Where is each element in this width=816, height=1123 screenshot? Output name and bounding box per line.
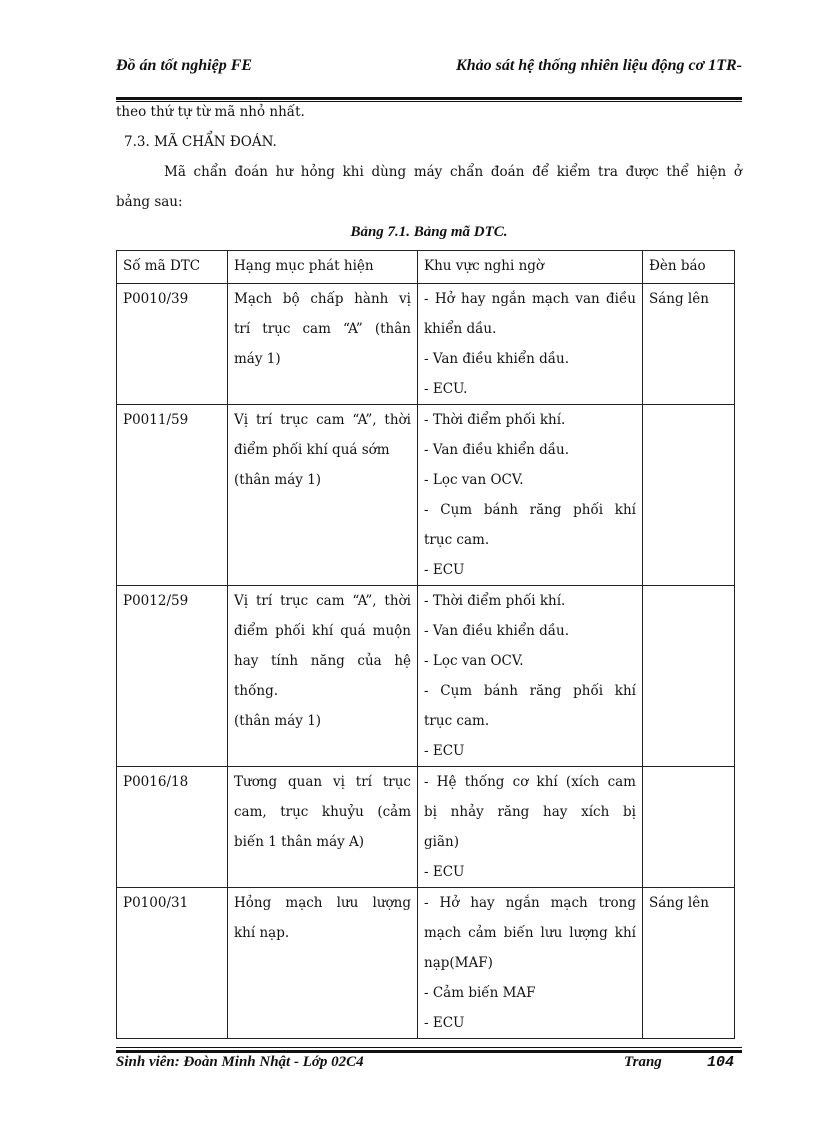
section-heading: 7.3. MÃ CHẨN ĐOÁN.: [124, 134, 277, 150]
cell-dtc-code: P0016/18: [117, 767, 228, 888]
cell-line: (thân máy 1): [234, 713, 322, 729]
cell-dtc-code: P0010/39: [117, 284, 228, 405]
table-body: [117, 284, 735, 1039]
cell-line: - Thời điểm phối khí.: [424, 412, 566, 428]
dtc-table: [116, 250, 735, 1039]
footer-page-number: 104: [706, 1054, 734, 1071]
cell-line: mạch cảm biến lưu lượng khí: [424, 925, 636, 941]
cell-line: thống.: [234, 683, 279, 699]
cell-line: - ECU.: [424, 381, 468, 397]
cell-warning-lamp: Sáng lên: [643, 888, 735, 1039]
cell-line: biến 1 thân máy A): [234, 834, 365, 850]
cell-suspect-area: [418, 586, 643, 767]
page-header: [116, 56, 742, 96]
cell-line: - Hở hay ngắn mạch van điều: [424, 291, 636, 307]
header-item: Hạng mục phát hiện: [228, 251, 418, 284]
table-row: [117, 888, 735, 1039]
cell-line: - Thời điểm phối khí.: [424, 593, 566, 609]
cell-suspect-area: [418, 405, 643, 586]
table-caption: Bảng 7.1. Bảng mã DTC.: [350, 224, 508, 240]
cell-line: khiển dầu.: [424, 321, 497, 337]
cell-line: - Van điều khiển dầu.: [424, 351, 570, 367]
cell-suspect-area: [418, 888, 643, 1039]
cell-dtc-code: P0012/59: [117, 586, 228, 767]
header-lamp: Đèn báo: [643, 251, 735, 284]
page-footer: [116, 1054, 742, 1076]
cell-warning-lamp: Sáng lên: [643, 284, 735, 405]
header-right-title: Khảo sát hệ thống nhiên liệu động cơ 1TR-: [456, 57, 742, 74]
cell-line: hay tính năng của hệ: [234, 653, 411, 669]
table-header-row: [117, 251, 735, 284]
cell-line: cam, trục khuỷu (cảm: [234, 804, 411, 820]
cell-line: điểm phối khí quá muộn: [234, 623, 411, 639]
cell-line: Hỏng mạch lưu lượng: [234, 895, 411, 911]
cell-line: - Lọc van OCV.: [424, 472, 524, 488]
cell-line: - Cụm bánh răng phối khí: [424, 502, 636, 518]
cell-line: - Cảm biến MAF: [424, 985, 536, 1001]
cell-line: trí trục cam “A” (thân: [234, 321, 411, 337]
cell-line: - ECU: [424, 1015, 465, 1031]
cell-line: - Hở hay ngắn mạch trong: [424, 895, 636, 911]
table-row: [117, 284, 735, 405]
cell-line: điểm phối khí quá sớm: [234, 442, 390, 458]
cell-dtc-code: P0011/59: [117, 405, 228, 586]
footer-student: Sinh viên: Đoàn Minh Nhật - Lớp 02C4: [116, 1054, 364, 1070]
footer-divider: [116, 1050, 742, 1053]
cell-line: - Van điều khiển dầu.: [424, 623, 570, 639]
cell-dtc-code: P0100/31: [117, 888, 228, 1039]
cell-line: Vị trí trục cam “A”, thời: [234, 593, 411, 609]
cell-warning-lamp: [643, 405, 735, 586]
table-row: [117, 767, 735, 888]
cell-line: - ECU: [424, 562, 465, 578]
header-code: Số mã DTC: [117, 251, 228, 284]
cell-warning-lamp: [643, 767, 735, 888]
cell-detection-item: [228, 888, 418, 1039]
paragraph-line-1: Mã chẩn đoán hư hỏng khi dùng máy chẩn đoán để kiểm tra được thể hiện ở: [164, 164, 742, 180]
cell-line: Tương quan vị trí trục: [234, 774, 411, 790]
cell-line: - Cụm bánh răng phối khí: [424, 683, 636, 699]
cell-detection-item: [228, 586, 418, 767]
header-left-title: Đồ án tốt nghiệp FE: [116, 57, 253, 74]
cell-line: nạp(MAF): [424, 955, 493, 971]
cell-line: - ECU: [424, 743, 465, 759]
cell-line: Vị trí trục cam “A”, thời: [234, 412, 411, 428]
cell-detection-item: [228, 767, 418, 888]
cell-warning-lamp: [643, 586, 735, 767]
cell-line: - ECU: [424, 864, 465, 880]
cell-line: - Van điều khiển dầu.: [424, 442, 570, 458]
table-row: [117, 586, 735, 767]
cell-suspect-area: [418, 284, 643, 405]
cell-suspect-area: [418, 767, 643, 888]
cell-line: - Hệ thống cơ khí (xích cam: [424, 774, 636, 790]
cell-line: trục cam.: [424, 532, 490, 548]
table-row: [117, 405, 735, 586]
cell-line: giãn): [424, 834, 459, 850]
cell-line: (thân máy 1): [234, 472, 322, 488]
paragraph-line-2: bảng sau:: [116, 194, 183, 210]
cell-line: bị nhảy răng hay xích bị: [424, 804, 636, 820]
intro-line: theo thứ tự từ mã nhỏ nhất.: [116, 104, 305, 120]
cell-line: Mạch bộ chấp hành vị: [234, 291, 411, 307]
footer-divider-thin: [116, 1047, 742, 1048]
cell-line: - Lọc van OCV.: [424, 653, 524, 669]
cell-detection-item: [228, 405, 418, 586]
cell-line: máy 1): [234, 351, 281, 367]
cell-line: khí nạp.: [234, 925, 290, 941]
header-area: Khu vực nghi ngờ: [418, 251, 643, 284]
cell-detection-item: [228, 284, 418, 405]
cell-line: trục cam.: [424, 713, 490, 729]
footer-page-label: Trang: [624, 1054, 662, 1070]
